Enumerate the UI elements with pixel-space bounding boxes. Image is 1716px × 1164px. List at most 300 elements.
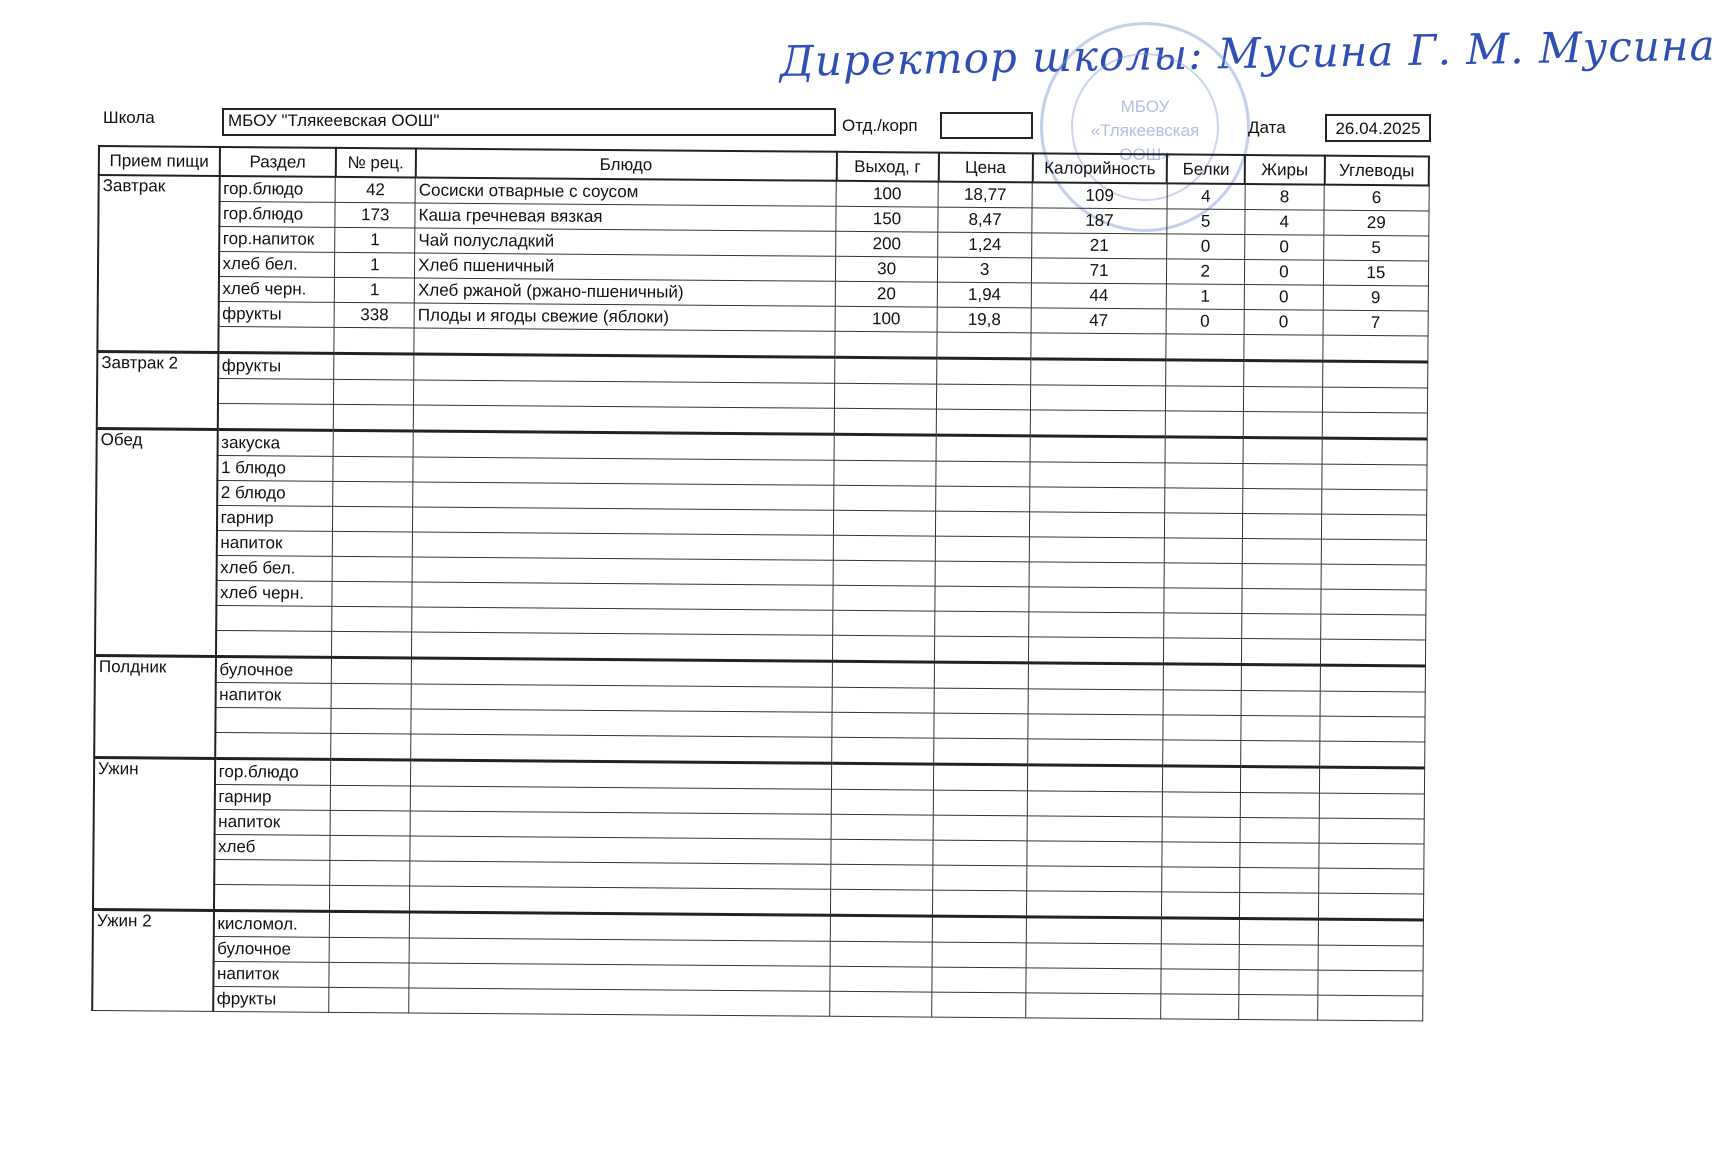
dish-cell[interactable]: Хлеб пшеничный <box>415 253 836 281</box>
fat-cell[interactable] <box>1242 538 1322 564</box>
protein-cell[interactable] <box>1161 944 1239 970</box>
dish-cell[interactable] <box>412 607 833 635</box>
section-cell[interactable] <box>215 732 332 759</box>
price-cell[interactable] <box>936 511 1030 537</box>
price-cell[interactable] <box>934 662 1028 689</box>
yield-cell[interactable] <box>831 814 933 840</box>
dish-cell[interactable] <box>410 836 831 864</box>
fat-cell[interactable] <box>1240 792 1320 818</box>
fat-cell[interactable] <box>1243 335 1323 362</box>
protein-cell[interactable] <box>1162 842 1240 868</box>
kcal-cell[interactable] <box>1027 891 1162 918</box>
dish-cell[interactable] <box>414 380 835 408</box>
price-cell[interactable] <box>932 942 1026 968</box>
kcal-cell[interactable] <box>1026 993 1161 1019</box>
yield-cell[interactable] <box>830 941 932 967</box>
dept-field[interactable] <box>940 112 1033 139</box>
carbs-cell[interactable] <box>1318 970 1422 996</box>
kcal-cell[interactable]: 187 <box>1032 208 1167 234</box>
yield-cell[interactable] <box>832 661 934 688</box>
section-cell[interactable] <box>218 378 335 404</box>
yield-cell[interactable] <box>830 991 932 1017</box>
section-cell[interactable]: фрукты <box>213 986 330 1012</box>
protein-cell[interactable] <box>1164 563 1242 589</box>
protein-cell[interactable]: 4 <box>1167 183 1245 209</box>
dish-cell[interactable] <box>413 482 834 510</box>
section-cell[interactable]: фрукты <box>218 301 335 327</box>
dish-cell[interactable] <box>412 632 833 661</box>
carbs-cell[interactable] <box>1320 767 1424 794</box>
yield-cell[interactable] <box>834 408 936 435</box>
recipe-cell[interactable] <box>331 733 411 760</box>
dish-cell[interactable]: Плоды и ягоды свежие (яблоки) <box>414 303 835 331</box>
kcal-cell[interactable] <box>1029 612 1164 638</box>
fat-cell[interactable] <box>1242 463 1322 489</box>
dish-cell[interactable] <box>410 886 831 915</box>
section-cell[interactable]: закуска <box>217 429 334 456</box>
kcal-cell[interactable] <box>1029 587 1164 613</box>
recipe-cell[interactable] <box>334 404 414 431</box>
kcal-cell[interactable] <box>1031 333 1166 360</box>
kcal-cell[interactable] <box>1030 410 1165 437</box>
kcal-cell[interactable] <box>1030 436 1165 463</box>
yield-cell[interactable]: 100 <box>836 181 938 207</box>
protein-cell[interactable]: 5 <box>1167 209 1245 235</box>
recipe-cell[interactable] <box>334 379 414 405</box>
fat-cell[interactable]: 4 <box>1244 210 1324 236</box>
recipe-cell[interactable] <box>329 987 409 1013</box>
dish-cell[interactable] <box>413 507 834 535</box>
dish-cell[interactable] <box>412 582 833 610</box>
carbs-cell[interactable] <box>1321 589 1425 615</box>
yield-cell[interactable] <box>835 357 937 384</box>
fat-cell[interactable] <box>1240 715 1320 741</box>
price-cell[interactable] <box>933 840 1027 866</box>
recipe-cell[interactable]: 338 <box>335 302 415 328</box>
section-cell[interactable]: гор.блюдо <box>219 201 336 227</box>
price-cell[interactable]: 19,8 <box>937 307 1031 333</box>
fat-cell[interactable] <box>1240 740 1320 767</box>
section-cell[interactable] <box>216 630 333 657</box>
yield-cell[interactable] <box>832 635 934 662</box>
section-cell[interactable]: хлеб <box>214 834 331 860</box>
carbs-cell[interactable] <box>1323 335 1427 362</box>
dish-cell[interactable] <box>409 912 830 941</box>
recipe-cell[interactable] <box>333 456 413 482</box>
carbs-cell[interactable] <box>1319 868 1423 894</box>
yield-cell[interactable]: 200 <box>836 231 938 257</box>
price-cell[interactable] <box>934 764 1028 791</box>
price-cell[interactable] <box>934 688 1028 714</box>
fat-cell[interactable] <box>1240 817 1320 843</box>
carbs-cell[interactable] <box>1320 665 1424 692</box>
yield-cell[interactable]: 100 <box>835 306 937 332</box>
section-cell[interactable]: хлеб черн. <box>218 276 335 302</box>
protein-cell[interactable] <box>1161 969 1239 995</box>
section-cell[interactable]: гор.блюдо <box>219 176 336 202</box>
carbs-cell[interactable] <box>1318 919 1422 946</box>
protein-cell[interactable] <box>1164 513 1242 539</box>
kcal-cell[interactable] <box>1028 739 1163 766</box>
carbs-cell[interactable]: 15 <box>1324 260 1428 286</box>
section-cell[interactable]: хлеб бел. <box>219 251 336 277</box>
dish-cell[interactable] <box>409 938 830 966</box>
section-cell[interactable] <box>216 605 333 631</box>
recipe-cell[interactable] <box>330 911 410 938</box>
yield-cell[interactable] <box>833 510 935 536</box>
yield-cell[interactable] <box>833 560 935 586</box>
carbs-cell[interactable] <box>1319 843 1423 869</box>
fat-cell[interactable] <box>1241 638 1321 665</box>
fat-cell[interactable] <box>1240 766 1320 793</box>
price-cell[interactable] <box>937 358 1031 385</box>
kcal-cell[interactable] <box>1027 866 1162 892</box>
carbs-cell[interactable] <box>1318 945 1422 971</box>
section-cell[interactable]: хлеб черн. <box>216 580 333 606</box>
kcal-cell[interactable] <box>1030 512 1165 538</box>
protein-cell[interactable] <box>1165 411 1243 438</box>
protein-cell[interactable] <box>1162 766 1240 793</box>
fat-cell[interactable] <box>1239 918 1319 945</box>
fat-cell[interactable] <box>1243 387 1323 413</box>
protein-cell[interactable] <box>1164 538 1242 564</box>
protein-cell[interactable] <box>1163 715 1241 741</box>
carbs-cell[interactable] <box>1320 691 1424 717</box>
recipe-cell[interactable] <box>331 759 411 786</box>
recipe-cell[interactable]: 173 <box>335 202 415 228</box>
recipe-cell[interactable] <box>330 885 410 912</box>
kcal-cell[interactable]: 71 <box>1032 258 1167 284</box>
fat-cell[interactable] <box>1242 563 1322 589</box>
protein-cell[interactable] <box>1163 664 1241 691</box>
price-cell[interactable] <box>935 561 1029 587</box>
dish-cell[interactable] <box>413 457 834 485</box>
price-cell[interactable] <box>933 790 1027 816</box>
recipe-cell[interactable] <box>331 785 411 811</box>
protein-cell[interactable] <box>1162 792 1240 818</box>
school-field[interactable]: МБОУ "Тлякеевская ООШ" <box>222 108 836 136</box>
carbs-cell[interactable] <box>1319 793 1423 819</box>
kcal-cell[interactable] <box>1030 462 1165 488</box>
kcal-cell[interactable] <box>1029 537 1164 563</box>
fat-cell[interactable] <box>1239 842 1319 868</box>
kcal-cell[interactable] <box>1030 487 1165 513</box>
recipe-cell[interactable] <box>332 581 412 607</box>
dish-cell[interactable] <box>412 557 833 585</box>
dish-cell[interactable] <box>411 684 832 712</box>
dish-cell[interactable] <box>410 786 831 814</box>
dish-cell[interactable] <box>412 532 833 560</box>
protein-cell[interactable] <box>1165 463 1243 489</box>
price-cell[interactable] <box>936 461 1030 487</box>
protein-cell[interactable] <box>1163 690 1241 716</box>
dish-cell[interactable]: Сосиски отварные с соусом <box>415 177 836 206</box>
recipe-cell[interactable] <box>330 860 410 886</box>
fat-cell[interactable]: 8 <box>1245 184 1325 210</box>
carbs-cell[interactable]: 29 <box>1324 210 1428 236</box>
yield-cell[interactable] <box>831 763 933 790</box>
yield-cell[interactable] <box>834 383 936 409</box>
kcal-cell[interactable] <box>1028 663 1163 690</box>
recipe-cell[interactable] <box>329 962 409 988</box>
dish-cell[interactable]: Каша гречневая вязкая <box>415 203 836 231</box>
fat-cell[interactable] <box>1242 488 1322 514</box>
protein-cell[interactable] <box>1162 867 1240 893</box>
yield-cell[interactable]: 30 <box>835 256 937 282</box>
price-cell[interactable] <box>934 738 1028 765</box>
carbs-cell[interactable]: 6 <box>1324 185 1428 211</box>
dish-cell[interactable] <box>411 760 832 789</box>
price-cell[interactable] <box>936 409 1030 436</box>
price-cell[interactable] <box>935 636 1029 663</box>
price-cell[interactable]: 8,47 <box>938 207 1032 233</box>
carbs-cell[interactable] <box>1318 995 1422 1021</box>
yield-cell[interactable] <box>831 789 933 815</box>
yield-cell[interactable] <box>830 966 932 992</box>
carbs-cell[interactable]: 5 <box>1324 235 1428 261</box>
price-cell[interactable]: 3 <box>938 257 1032 283</box>
kcal-cell[interactable] <box>1031 359 1166 386</box>
price-cell[interactable] <box>935 611 1029 637</box>
carbs-cell[interactable] <box>1322 489 1426 515</box>
recipe-cell[interactable]: 1 <box>335 252 415 278</box>
protein-cell[interactable]: 1 <box>1166 284 1244 310</box>
price-cell[interactable] <box>932 916 1026 943</box>
fat-cell[interactable] <box>1243 361 1323 388</box>
price-cell[interactable] <box>935 536 1029 562</box>
dish-cell[interactable] <box>409 988 830 1016</box>
price-cell[interactable] <box>933 815 1027 841</box>
fat-cell[interactable] <box>1241 613 1321 639</box>
section-cell[interactable]: напиток <box>214 809 331 835</box>
dish-cell[interactable] <box>414 354 835 383</box>
protein-cell[interactable] <box>1164 613 1242 639</box>
kcal-cell[interactable] <box>1028 689 1163 715</box>
recipe-cell[interactable] <box>333 481 413 507</box>
protein-cell[interactable] <box>1165 437 1243 464</box>
section-cell[interactable] <box>215 707 332 733</box>
recipe-cell[interactable] <box>334 430 414 457</box>
recipe-cell[interactable] <box>334 353 414 380</box>
recipe-cell[interactable] <box>333 506 413 532</box>
carbs-cell[interactable] <box>1322 412 1426 439</box>
fat-cell[interactable] <box>1238 994 1318 1020</box>
section-cell[interactable]: гор.блюдо <box>215 758 332 785</box>
yield-cell[interactable]: 20 <box>835 281 937 307</box>
kcal-cell[interactable] <box>1026 968 1161 994</box>
kcal-cell[interactable] <box>1029 637 1164 664</box>
section-cell[interactable]: напиток <box>213 961 330 987</box>
kcal-cell[interactable] <box>1026 943 1161 969</box>
carbs-cell[interactable] <box>1322 514 1426 540</box>
carbs-cell[interactable] <box>1321 639 1425 666</box>
dish-cell[interactable] <box>413 405 834 434</box>
kcal-cell[interactable] <box>1031 385 1166 411</box>
carbs-cell[interactable] <box>1323 361 1427 388</box>
carbs-cell[interactable] <box>1321 564 1425 590</box>
recipe-cell[interactable] <box>333 556 413 582</box>
kcal-cell[interactable] <box>1027 841 1162 867</box>
recipe-cell[interactable]: 1 <box>335 277 415 303</box>
fat-cell[interactable] <box>1242 513 1322 539</box>
yield-cell[interactable] <box>833 535 935 561</box>
price-cell[interactable] <box>936 435 1030 462</box>
protein-cell[interactable] <box>1163 740 1241 767</box>
price-cell[interactable] <box>932 992 1026 1018</box>
carbs-cell[interactable] <box>1321 614 1425 640</box>
price-cell[interactable]: 18,77 <box>938 182 1032 208</box>
section-cell[interactable]: гарнир <box>214 784 331 810</box>
recipe-cell[interactable]: 42 <box>336 177 416 203</box>
kcal-cell[interactable] <box>1029 562 1164 588</box>
section-cell[interactable]: кисломол. <box>213 910 330 937</box>
dish-cell[interactable]: Хлеб ржаной (ржано-пшеничный) <box>414 278 835 306</box>
yield-cell[interactable] <box>835 331 937 358</box>
protein-cell[interactable] <box>1165 386 1243 412</box>
fat-cell[interactable]: 0 <box>1244 310 1324 336</box>
fat-cell[interactable]: 0 <box>1244 285 1324 311</box>
recipe-cell[interactable] <box>332 683 412 709</box>
section-cell[interactable]: напиток <box>216 530 333 556</box>
kcal-cell[interactable]: 21 <box>1032 233 1167 259</box>
dish-cell[interactable] <box>411 734 832 763</box>
dish-cell[interactable] <box>409 963 830 991</box>
protein-cell[interactable] <box>1163 638 1241 665</box>
recipe-cell[interactable] <box>330 835 410 861</box>
fat-cell[interactable] <box>1239 867 1319 893</box>
yield-cell[interactable] <box>830 889 932 916</box>
protein-cell[interactable]: 0 <box>1167 234 1245 260</box>
kcal-cell[interactable] <box>1028 714 1163 740</box>
recipe-cell[interactable] <box>332 606 412 632</box>
protein-cell[interactable] <box>1162 817 1240 843</box>
yield-cell[interactable] <box>833 610 935 636</box>
carbs-cell[interactable]: 9 <box>1323 285 1427 311</box>
protein-cell[interactable] <box>1165 488 1243 514</box>
yield-cell[interactable] <box>832 737 934 764</box>
protein-cell[interactable] <box>1161 918 1239 945</box>
fat-cell[interactable] <box>1241 588 1321 614</box>
section-cell[interactable] <box>214 884 331 911</box>
section-cell[interactable]: булочное <box>213 936 330 962</box>
kcal-cell[interactable]: 44 <box>1031 283 1166 309</box>
yield-cell[interactable] <box>834 434 936 461</box>
section-cell[interactable] <box>218 326 335 353</box>
recipe-cell[interactable] <box>331 810 411 836</box>
protein-cell[interactable]: 2 <box>1166 259 1244 285</box>
protein-cell[interactable]: 0 <box>1166 309 1244 335</box>
section-cell[interactable]: 1 блюдо <box>217 455 334 481</box>
protein-cell[interactable] <box>1161 994 1239 1020</box>
fat-cell[interactable] <box>1243 438 1323 465</box>
section-cell[interactable] <box>217 403 334 430</box>
price-cell[interactable]: 1,94 <box>937 282 1031 308</box>
price-cell[interactable] <box>935 586 1029 612</box>
dish-cell[interactable] <box>413 431 834 460</box>
dish-cell[interactable] <box>411 658 832 687</box>
fat-cell[interactable] <box>1239 892 1319 919</box>
price-cell[interactable] <box>937 384 1031 410</box>
protein-cell[interactable] <box>1166 334 1244 361</box>
recipe-cell[interactable] <box>332 631 412 658</box>
recipe-cell[interactable]: 1 <box>335 227 415 253</box>
dish-cell[interactable] <box>414 328 835 357</box>
protein-cell[interactable] <box>1164 588 1242 614</box>
date-field[interactable]: 26.04.2025 <box>1325 114 1431 142</box>
yield-cell[interactable] <box>830 915 932 942</box>
yield-cell[interactable] <box>832 712 934 738</box>
fat-cell[interactable]: 0 <box>1244 235 1324 261</box>
section-cell[interactable] <box>214 859 331 885</box>
price-cell[interactable] <box>934 713 1028 739</box>
kcal-cell[interactable] <box>1028 765 1163 792</box>
recipe-cell[interactable] <box>331 708 411 734</box>
dish-cell[interactable] <box>411 709 832 737</box>
yield-cell[interactable] <box>831 864 933 890</box>
price-cell[interactable] <box>933 890 1027 917</box>
dish-cell[interactable]: Чай полусладкий <box>415 228 836 256</box>
fat-cell[interactable] <box>1238 969 1318 995</box>
kcal-cell[interactable]: 109 <box>1032 182 1167 209</box>
yield-cell[interactable] <box>833 585 935 611</box>
section-cell[interactable]: фрукты <box>218 352 335 379</box>
carbs-cell[interactable] <box>1320 741 1424 768</box>
recipe-cell[interactable] <box>333 531 413 557</box>
carbs-cell[interactable] <box>1323 387 1427 413</box>
yield-cell[interactable] <box>832 687 934 713</box>
dish-cell[interactable] <box>410 861 831 889</box>
section-cell[interactable]: гор.напиток <box>219 226 336 252</box>
fat-cell[interactable]: 0 <box>1244 260 1324 286</box>
carbs-cell[interactable] <box>1321 539 1425 565</box>
price-cell[interactable] <box>937 332 1031 359</box>
kcal-cell[interactable] <box>1027 791 1162 817</box>
yield-cell[interactable] <box>831 839 933 865</box>
carbs-cell[interactable] <box>1320 716 1424 742</box>
kcal-cell[interactable]: 47 <box>1031 308 1166 334</box>
section-cell[interactable]: булочное <box>215 656 332 683</box>
fat-cell[interactable] <box>1239 944 1319 970</box>
yield-cell[interactable] <box>834 485 936 511</box>
kcal-cell[interactable] <box>1026 917 1161 944</box>
carbs-cell[interactable] <box>1322 438 1426 465</box>
protein-cell[interactable] <box>1161 892 1239 919</box>
yield-cell[interactable]: 150 <box>836 206 938 232</box>
carbs-cell[interactable] <box>1322 464 1426 490</box>
dish-cell[interactable] <box>410 811 831 839</box>
carbs-cell[interactable]: 7 <box>1323 310 1427 336</box>
section-cell[interactable]: хлеб бел. <box>216 555 333 581</box>
fat-cell[interactable] <box>1241 690 1321 716</box>
fat-cell[interactable] <box>1241 664 1321 691</box>
carbs-cell[interactable] <box>1319 818 1423 844</box>
recipe-cell[interactable] <box>332 657 412 684</box>
section-cell[interactable]: напиток <box>215 682 332 708</box>
price-cell[interactable]: 1,24 <box>938 232 1032 258</box>
price-cell[interactable] <box>932 967 1026 993</box>
carbs-cell[interactable] <box>1319 893 1423 920</box>
section-cell[interactable]: гарнир <box>217 505 334 531</box>
kcal-cell[interactable] <box>1027 816 1162 842</box>
protein-cell[interactable] <box>1166 360 1244 387</box>
recipe-cell[interactable] <box>330 937 410 963</box>
yield-cell[interactable] <box>834 460 936 486</box>
price-cell[interactable] <box>933 865 1027 891</box>
fat-cell[interactable] <box>1243 412 1323 439</box>
recipe-cell[interactable] <box>334 327 414 354</box>
price-cell[interactable] <box>936 486 1030 512</box>
section-cell[interactable]: 2 блюдо <box>217 480 334 506</box>
